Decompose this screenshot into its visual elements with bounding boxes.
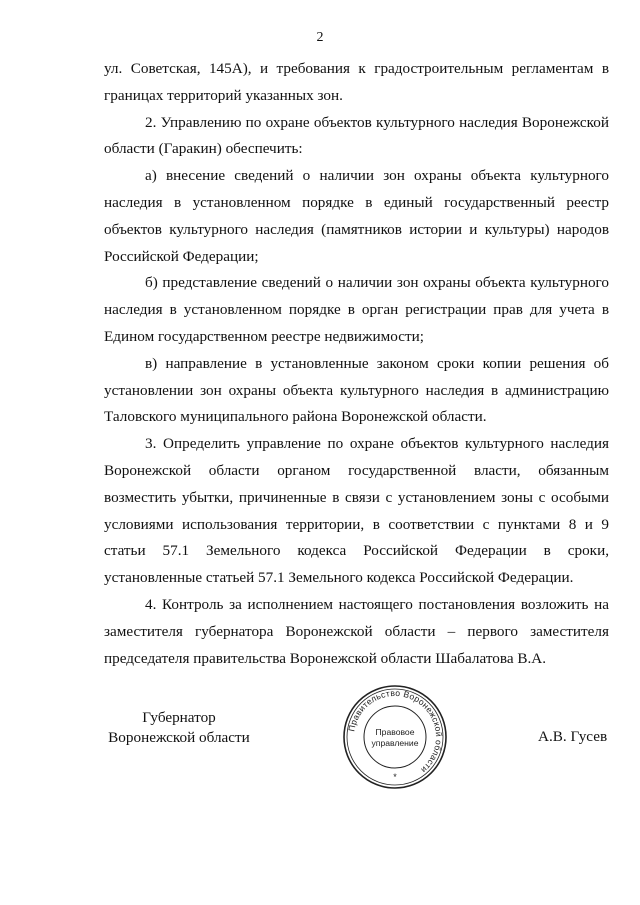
paragraph-subitem-c: в) направление в установленные законом сроки копии решения об установлении зон охраны объекта культурного наследия в администрацию Таловского муниципального района Воронежской области.	[104, 354, 609, 426]
signature-title-line1: Губернатор	[142, 709, 216, 726]
paragraph-subitem-a: а) внесение сведений о наличии зон охраны объекта культурного наследия в установленном порядке в единый государственный реестр объектов культурного наследия (памятников истории и культуры) народов Российской Федерации;	[104, 167, 609, 265]
signature-title	[104, 708, 254, 748]
svg-text:Правовое: Правовое	[375, 727, 415, 737]
paragraph-subitem-b: б) представление сведений о наличии зон охраны объекта культурного наследия в установленном порядке в орган регистрации прав для учета в Едином государственном реестре недвижимости;	[104, 274, 609, 345]
paragraph-item-2: 2. Управлению по охране объектов культурного наследия Воронежской области (Гаракин) обеспечить:	[104, 113, 609, 158]
signatory-name: А.В. Гусев	[538, 728, 608, 745]
svg-text:*: *	[393, 772, 397, 782]
paragraph-continuation: ул. Советская, 145А), и требования к градостроительным регламентам в границах территорий указанных зон.	[104, 60, 609, 104]
svg-text:Правительство Воронежской обла: Правительство Воронежской области	[346, 687, 445, 776]
signature-title-line2: Воронежской области	[108, 729, 250, 746]
paragraph-item-3: 3. Определить управление по охране объектов культурного наследия Воронежской области органом государственной власти, обязанным возместить убытки, причиненные в связи с установлением зоны с особыми условиями использования территории, в соответствии с пунктами 8 и 9 статьи 57.1 Земельного кодекса Российской Федерации в сроки, установленные статьей 57.1 Земельного кодекса Российской Федерации.	[104, 435, 609, 587]
official-stamp	[342, 684, 448, 790]
paragraph-item-4: 4. Контроль за исполнением настоящего постановления возложить на заместителя губернатора Воронежской области – первого заместителя председателя правительства Воронежской области Шабалатова В.А.	[104, 595, 609, 667]
stamp-seal-graphic	[342, 684, 448, 790]
svg-text:управление: управление	[371, 738, 419, 748]
page-number: 2	[316, 30, 324, 45]
document-body	[104, 56, 609, 672]
